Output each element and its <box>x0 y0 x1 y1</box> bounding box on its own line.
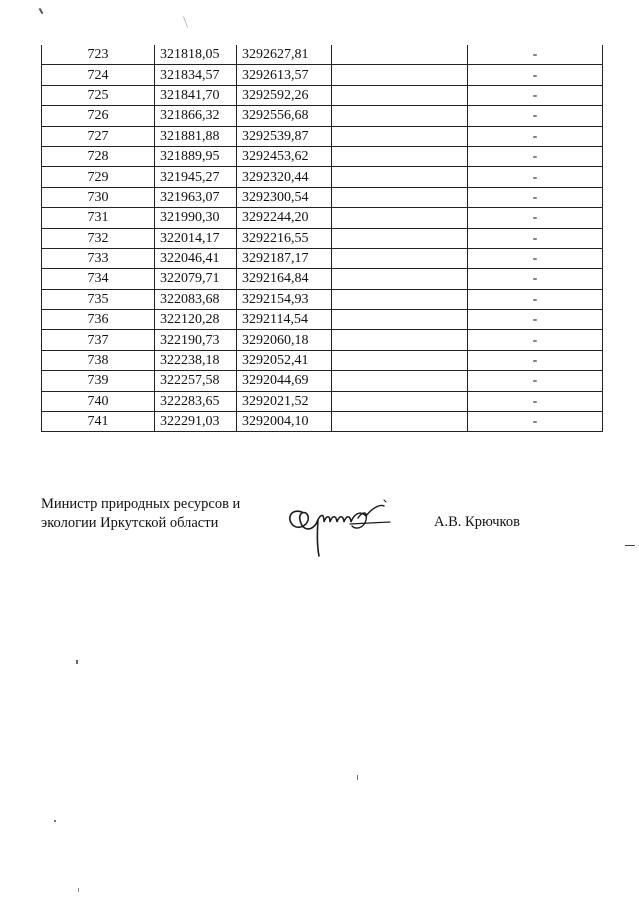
scan-mark <box>76 660 78 664</box>
dash-cell: - <box>468 45 603 65</box>
empty-cell <box>332 330 468 350</box>
dash-cell: - <box>468 187 603 207</box>
table-row <box>42 350 603 370</box>
y-coordinate-cell: 3292627,81 <box>237 45 332 65</box>
x-coordinate-cell: 321818,05 <box>155 45 237 65</box>
empty-cell <box>332 167 468 187</box>
x-coordinate-cell: 322120,28 <box>155 310 237 330</box>
scan-mark <box>183 16 188 28</box>
dash-cell: - <box>468 106 603 126</box>
dash-cell: - <box>468 330 603 350</box>
x-coordinate-cell: 322083,68 <box>155 289 237 309</box>
empty-cell <box>332 106 468 126</box>
table-row <box>42 310 603 330</box>
y-coordinate-cell: 3292021,52 <box>237 391 332 411</box>
scan-mark <box>54 820 56 822</box>
x-coordinate-cell: 321841,70 <box>155 85 237 105</box>
dash-cell: - <box>468 350 603 370</box>
table-row <box>42 126 603 146</box>
point-number-cell: 728 <box>42 146 155 166</box>
y-coordinate-cell: 3292187,17 <box>237 248 332 268</box>
dash-cell: - <box>468 208 603 228</box>
coordinates-table-body <box>42 45 603 432</box>
table-row <box>42 45 603 65</box>
empty-cell <box>332 126 468 146</box>
table-row <box>42 65 603 85</box>
signatory-title-line-2: экологии Иркутской области <box>41 515 219 531</box>
point-number-cell: 736 <box>42 310 155 330</box>
table-row <box>42 289 603 309</box>
x-coordinate-cell: 322291,03 <box>155 412 237 432</box>
point-number-cell: 735 <box>42 289 155 309</box>
dash-cell: - <box>468 248 603 268</box>
dash-cell: - <box>468 85 603 105</box>
point-number-cell: 740 <box>42 391 155 411</box>
scan-mark <box>78 888 79 892</box>
y-coordinate-cell: 3292216,55 <box>237 228 332 248</box>
point-number-cell: 729 <box>42 167 155 187</box>
empty-cell <box>332 228 468 248</box>
dash-cell: - <box>468 269 603 289</box>
empty-cell <box>332 187 468 207</box>
empty-cell <box>332 208 468 228</box>
dash-cell: - <box>468 65 603 85</box>
x-coordinate-cell: 321990,30 <box>155 208 237 228</box>
empty-cell <box>332 45 468 65</box>
y-coordinate-cell: 3292060,18 <box>237 330 332 350</box>
y-coordinate-cell: 3292592,26 <box>237 85 332 105</box>
point-number-cell: 726 <box>42 106 155 126</box>
empty-cell <box>332 412 468 432</box>
empty-cell <box>332 146 468 166</box>
point-number-cell: 732 <box>42 228 155 248</box>
y-coordinate-cell: 3292613,57 <box>237 65 332 85</box>
dash-cell: - <box>468 289 603 309</box>
x-coordinate-cell: 321881,88 <box>155 126 237 146</box>
coordinates-table <box>41 45 603 432</box>
point-number-cell: 733 <box>42 248 155 268</box>
y-coordinate-cell: 3292300,54 <box>237 187 332 207</box>
x-coordinate-cell: 321889,95 <box>155 146 237 166</box>
empty-cell <box>332 310 468 330</box>
y-coordinate-cell: 3292556,68 <box>237 106 332 126</box>
point-number-cell: 723 <box>42 45 155 65</box>
table-row <box>42 391 603 411</box>
point-number-cell: 727 <box>42 126 155 146</box>
table-row <box>42 248 603 268</box>
empty-cell <box>332 391 468 411</box>
y-coordinate-cell: 3292320,44 <box>237 167 332 187</box>
y-coordinate-cell: 3292044,69 <box>237 371 332 391</box>
y-coordinate-cell: 3292004,10 <box>237 412 332 432</box>
x-coordinate-cell: 322190,73 <box>155 330 237 350</box>
empty-cell <box>332 65 468 85</box>
signatory-title-line-1: Министр природных ресурсов и <box>41 496 241 512</box>
x-coordinate-cell: 322257,58 <box>155 371 237 391</box>
y-coordinate-cell: 3292114,54 <box>237 310 332 330</box>
point-number-cell: 725 <box>42 85 155 105</box>
signatory-title <box>41 495 291 533</box>
empty-cell <box>332 350 468 370</box>
dash-cell: - <box>468 310 603 330</box>
table-row <box>42 412 603 432</box>
scan-mark <box>39 8 44 14</box>
table-row <box>42 269 603 289</box>
dash-cell: - <box>468 412 603 432</box>
x-coordinate-cell: 322046,41 <box>155 248 237 268</box>
scan-mark <box>625 545 635 546</box>
dash-cell: - <box>468 146 603 166</box>
y-coordinate-cell: 3292164,84 <box>237 269 332 289</box>
dash-cell: - <box>468 228 603 248</box>
table-row <box>42 146 603 166</box>
point-number-cell: 741 <box>42 412 155 432</box>
point-number-cell: 739 <box>42 371 155 391</box>
y-coordinate-cell: 3292154,93 <box>237 289 332 309</box>
empty-cell <box>332 289 468 309</box>
x-coordinate-cell: 321963,07 <box>155 187 237 207</box>
x-coordinate-cell: 321945,27 <box>155 167 237 187</box>
x-coordinate-cell: 322238,18 <box>155 350 237 370</box>
point-number-cell: 724 <box>42 65 155 85</box>
dash-cell: - <box>468 371 603 391</box>
x-coordinate-cell: 322079,71 <box>155 269 237 289</box>
y-coordinate-cell: 3292052,41 <box>237 350 332 370</box>
y-coordinate-cell: 3292453,62 <box>237 146 332 166</box>
table-row <box>42 330 603 350</box>
table-row <box>42 228 603 248</box>
y-coordinate-cell: 3292539,87 <box>237 126 332 146</box>
point-number-cell: 730 <box>42 187 155 207</box>
table-row <box>42 167 603 187</box>
point-number-cell: 737 <box>42 330 155 350</box>
table-row <box>42 371 603 391</box>
dash-cell: - <box>468 167 603 187</box>
dash-cell: - <box>468 391 603 411</box>
x-coordinate-cell: 322014,17 <box>155 228 237 248</box>
handwritten-signature-icon <box>280 490 400 565</box>
dash-cell: - <box>468 126 603 146</box>
point-number-cell: 738 <box>42 350 155 370</box>
signatory-name: А.В. Крючков <box>434 514 520 530</box>
x-coordinate-cell: 321866,32 <box>155 106 237 126</box>
empty-cell <box>332 269 468 289</box>
table-row <box>42 106 603 126</box>
y-coordinate-cell: 3292244,20 <box>237 208 332 228</box>
x-coordinate-cell: 322283,65 <box>155 391 237 411</box>
table-row <box>42 208 603 228</box>
empty-cell <box>332 371 468 391</box>
point-number-cell: 731 <box>42 208 155 228</box>
x-coordinate-cell: 321834,57 <box>155 65 237 85</box>
point-number-cell: 734 <box>42 269 155 289</box>
empty-cell <box>332 248 468 268</box>
scan-mark <box>357 775 358 780</box>
table-row <box>42 187 603 207</box>
empty-cell <box>332 85 468 105</box>
table-row <box>42 85 603 105</box>
